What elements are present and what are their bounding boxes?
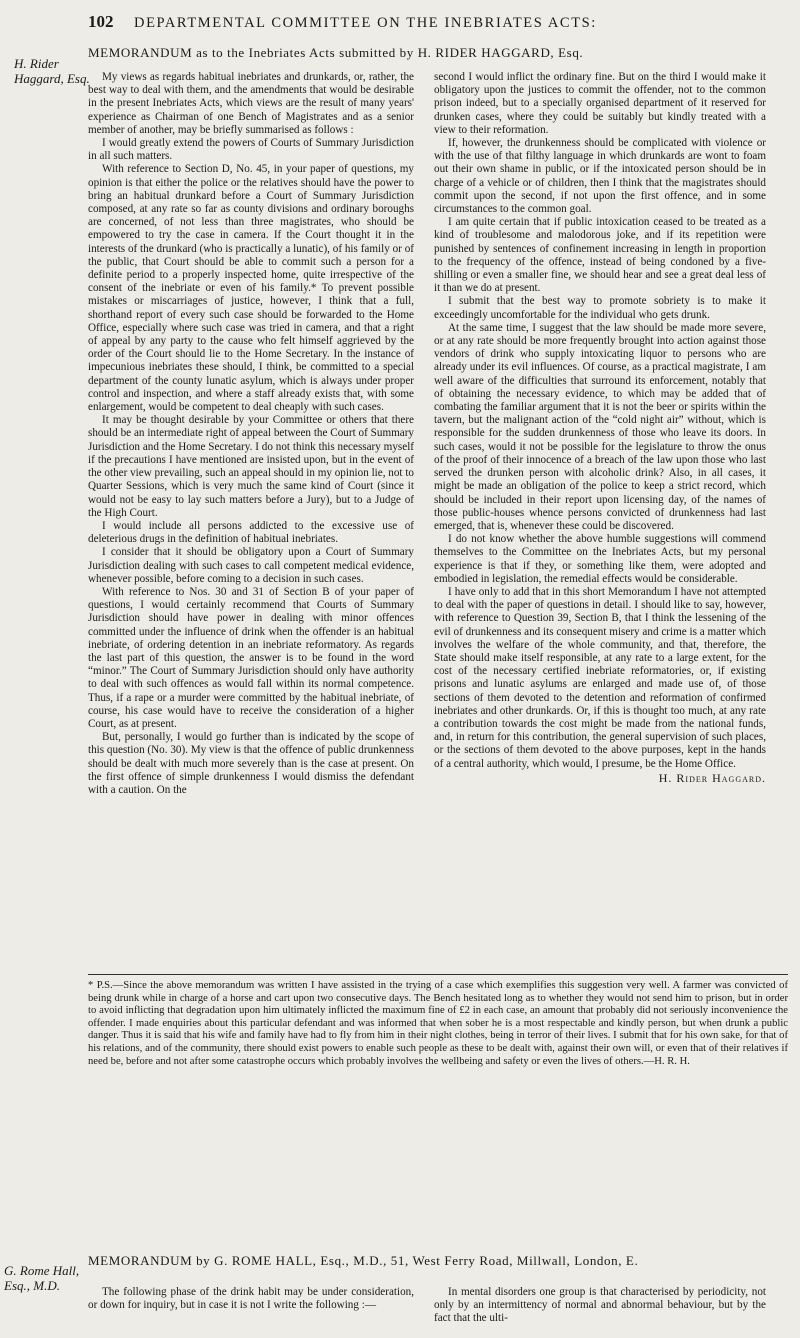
paragraph: My views as regards habitual inebriates and drunkards, or, rather, the best way to deal with them, and the amendments that would be desirable in the present Inebriates Acts, which views are the result of many years' experience as Chairman of one Bench of Magistrates and as a senior member of another, may be briefly summarised as follows :	[88, 71, 414, 136]
memorandum-title-haggard: MEMORANDUM as to the Inebriates Acts submitted by H. RIDER HAGGARD, Esq.	[88, 45, 584, 60]
footnote: * P.S.—Since the above memorandum was written I have assisted in the trying of a case which exemplifies this suggestion very well. A farmer was convicted of being drunk while in charge of a horse and cart upon two consecutive days. The Bench hesitated long as to whether they would not send him to prison, but in order to avoid inflicting that degradation upon him ultimately inflicted the maximum fine of £2 in each case, an amount that probably did not seriously inconvenience the offender. I made enquiries about this particular defendant and was informed that when sober he is a most respectable and kindly person, but when drunk a public danger. Thus it is said that his wife and family have had to fly from him in their night clothes, being in terror of their lives. I submit that for his own sake, for that of his relations, and of the community, there should exist powers to enable such people as these to be dealt with, against their own will, or even that of their relatives if need be, before and not after some catastrophe occurs which probably involves the wellbeing and safety or even the lives of others.—H. R. H.	[88, 980, 788, 1067]
paragraph: But, personally, I would go further than is indicated by the scope of this question (No. 30). My view is that the offence of public drunkenness should be dealt with much more severely than is the case at present. On the first offence of simple drunkenness I would dismiss the defendant with a caution. On the	[88, 731, 414, 796]
paragraph: second I would inflict the ordinary fine. But on the third I would make it obligatory upon the justices to commit the offender, not to the common prison indeed, but to a specially organised department of it reserved for drunken cases, where they could be suitably but kindly treated with a view to their reformation.	[434, 71, 766, 136]
paragraph: With reference to Nos. 30 and 31 of Section B of your paper of questions, I would certainly recommend that Courts of Summary Jurisdiction should have power in dealing with minor offences committed under the influence of drink when the offender is an habitual inebriate, of ordering detention in an inebriate reformatory. As regards the last part of this question, the answer is to be found in the word “minor.” The Court of Summary Jurisdiction should only have authority to deal with such offences as would fall within its normal competence. Thus, if a rape or a murder were committed by the habitual inebriate, of course, his case would have to receive the consideration of a higher Court, as at present.	[88, 585, 414, 730]
haggard-right-column	[434, 71, 766, 971]
rome-hall-left-column	[88, 1286, 414, 1336]
paragraph: With reference to Section D, No. 45, in your paper of questions, my opinion is that either the police or the relatives should have the power to bring an habitual drunkard before a Court of Summary Jurisdiction composed, at any rate so far as county divisions and ordinary boroughs are concerned, of not less than three magistrates, who should be empowered to try the case in camera. If the Court thought it in the interests of the drunkard (who is practically a lunatic), of his family or of the public, that Court should be able to commit such a person for a definite period to a properly inspected home, quite irrespective of the consent of the inebriate or even of his family.* To prevent possible mistakes or miscarriages of justice, however, I think that a full, shorthand report of every such case should be forwarded to the Home Office, especially where such case was tried in camera, and that a right of appeal by any party to the cause who felt himself aggrieved by the order of the Court should lie to the Home Secretary. In the instance of impecunious inebriates these should, I think, be committed to a special department of the county lunatic asylum, which is always under proper control and inspection, and where a staff already exists that, with some enlargement, would be competent to deal cheaply with such cases.	[88, 163, 414, 414]
page-number: 102	[88, 12, 114, 31]
paragraph: I am quite certain that if public intoxication ceased to be treated as a kind of troublesome and malodorous joke, and if its repetition were punished by sentences of confinement increasing in length in proportion to the frequency of the offence, instead of being condoned by a five-shilling or even a smaller fine, we should hear and see a great deal less of it than we do at present.	[434, 216, 766, 295]
paragraph: I do not know whether the above humble suggestions will commend themselves to the Committee on the Inebriates Acts, but my personal experience is that if they, or something like them, were adopted and embodied in legislation, the remedial effects would be considerable.	[434, 533, 766, 585]
margin-note-haggard: H. Rider Haggard, Esq.	[14, 56, 90, 86]
margin-note-rome-hall: G. Rome Hall, Esq., M.D.	[4, 1263, 80, 1293]
memorandum-title-rome-hall: MEMORANDUM by G. ROME HALL, Esq., M.D., 51, West Ferry Road, Millwall, London, E.	[88, 1253, 639, 1268]
paragraph: I would include all persons addicted to the excessive use of deleterious drugs in the definition of habitual inebriates.	[88, 519, 414, 546]
paragraph: I would greatly extend the powers of Courts of Summary Jurisdiction in all such matters.	[88, 137, 414, 163]
paragraph: I consider that it should be obligatory upon a Court of Summary Jurisdiction dealing with such cases to call competent medical evidence, whenever possible, before coming to a decision in such cases.	[88, 546, 414, 585]
paragraph: I have only to add that in this short Memorandum I have not attempted to deal with the paper of questions in detail. I should like to say, however, with reference to Question 39, Section B, that I think the lessening of the evil of drunkenness and its consequent misery and crime is a matter which involves the welfare of the whole community, and that, therefore, the State should make itself responsible, at any rate to a large extent, for the cost of the necessary certified inebriate reformatories, or, if existing prisons and lunatic asylums are enlarged and made use of, of those sections of them devoted to the detention and reformation of confirmed inebriates and other drunkards. Or, if this is thought too much, at any rate a contribution towards the cost might be made from the national funds, and, in return for this contribution, the general supervision of such places, or the sections of them devoted to the above purposes, kept in the hands of a central authority, which would, I presume, be the Home Office.	[434, 585, 766, 770]
signature: H. Rider Haggard.	[658, 770, 766, 785]
paragraph: At the same time, I suggest that the law should be made more severe, or at any rate should be more frequently brought into action against those vendors of drink who supply intoxicating liquor to persons who are already under its evil influences. Of course, as a practical magistrate, I am well aware of the difficulties that surround its enforcement, notably that of obtaining the necessary evidence, to which may be added that of combating the familiar argument that it is not the beer or spirits within the tavern, but the malignant action of the “cold night air” without, which is responsible for the sudden drunkenness of those who leave its doors. In such cases, would it not be possible for the legislature to throw the onus of the proof of their innocence of a breach of the law upon those who last served the drunken person with alcoholic drink? Also, in all cases, it might be made an obligation of the police to keep a strict record, which should be included in their report upon licensing day, of the names of those public-houses whence persons convicted of drunkenness had last emerged, that is, whenever these could be discovered.	[434, 321, 766, 532]
haggard-left-column	[88, 71, 414, 971]
page-header	[88, 12, 800, 34]
paragraph: The following phase of the drink habit may be under consideration, or down for inquiry, but in case it is not I write the following :—	[88, 1286, 414, 1312]
running-head: DEPARTMENTAL COMMITTEE ON THE INEBRIATES ACTS:	[134, 15, 597, 31]
rome-hall-right-column	[434, 1286, 766, 1336]
paragraph: I submit that the best way to promote sobriety is to make it exceedingly uncomfortable for the individual who gets drunk.	[434, 295, 766, 321]
footnote-divider	[88, 974, 788, 975]
paragraph: If, however, the drunkenness should be complicated with violence or with the use of that filthy language in which drunkards are wont to foam out their own shame in public, or if the intoxicated person should be in charge of a vehicle or of children, then I think that the magistrates should commit upon the second, if not upon the first offence, and in some circumstances to the common goal.	[434, 137, 766, 216]
paragraph: In mental disorders one group is that characterised by periodicity, not only by an intermittency of normal and abnormal behaviour, but by the fact that the ulti-	[434, 1286, 766, 1325]
paragraph: It may be thought desirable by your Committee or others that there should be an intermediate right of appeal between the Court of Summary Jurisdiction and the Home Secretary. I do not think this necessary myself if the precautions I have mentioned are insisted upon, but in the event of the other view prevailing, such an appeal should in my opinion lie, not to Quarter Sessions, which is very much the same kind of Court (since it would not be easy to lay such matters before a Jury), but to a Judge of the High Court.	[88, 414, 414, 519]
